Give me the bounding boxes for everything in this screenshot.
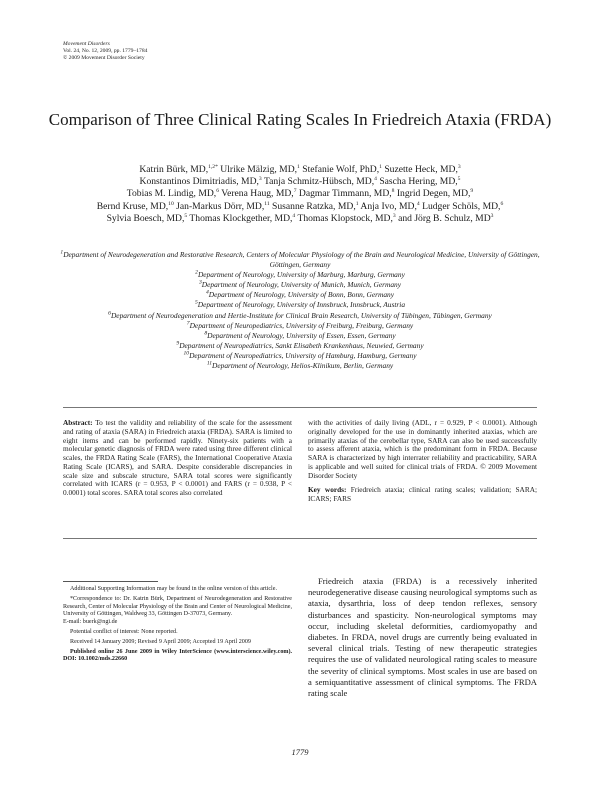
affiliation: $^2$Department of Neurology, University of Marburg, Marburg, Germany <box>195 269 405 280</box>
affiliation: $^{11}$Department of Neurology, Helios-Klinikum, Berlin, Germany <box>206 360 394 371</box>
author: Tobias M. Lindig, MD,$^6$ <box>126 188 219 200</box>
section-divider <box>63 407 537 408</box>
author: Susanne Ratzka, MD,$^1$ <box>272 200 359 212</box>
author: Verena Haug, MD,$^7$ <box>221 188 297 200</box>
footnote-conflict: Potential conflict of interest: None reported. <box>70 628 178 635</box>
affiliation: $^8$Department of Neurology, University of Essen, Essen, Germany <box>204 330 396 340</box>
author: Ulrike Mälzig, MD,$^1$ <box>220 163 300 175</box>
affiliation: $^9$Department of Neuropediatrics, Sankt Elisabeth Krankenhaus, Neuwied, Germany <box>176 340 424 350</box>
author: Ingrid Degen, MD,$^9$ <box>396 188 474 200</box>
author-line <box>60 201 540 213</box>
keywords <box>308 486 537 504</box>
volume-line: Vol. 24, No. 12, 2009, pp. 1779–1784 <box>63 48 148 54</box>
author: Thomas Klockgether, MD,$^4$ <box>189 212 296 224</box>
footnote-received: Received 14 January 2009; Revised 9 April 2009; Accepted 19 April 2009 <box>70 638 251 645</box>
author: Sylvia Boesch, MD,$^5$ <box>106 212 188 224</box>
author-list <box>60 164 540 225</box>
journal-header <box>63 41 147 62</box>
affiliation-list <box>50 250 550 371</box>
introduction-paragraph: Friedreich ataxia (FRDA) is a recessively inherited neurodegenerative disease causing neurological symptoms such as ataxia, dysarthria, loss of deep tendon reflexes, sensory disturbances and spasticity. Non-neurological symptoms may occur, including skeletal deformities, cardiomyopathy and diabetes. In FRDA, novel drugs are currently being evaluated in several clinical trials. Testing of new therapeutic strategies requires the use of validated neurological rating scales to measure the severity of clinical symptoms. Most scales in use are based on a semiquantitative assessment of clinical symptoms. The FRDA rating scale <box>308 576 537 699</box>
author: Stefanie Wolf, PhD,$^1$ <box>302 163 382 175</box>
author: Katrin Bürk, MD,$^{1,2*}$ <box>139 163 218 175</box>
keywords-text: Friedreich ataxia; clinical rating scales; validation; SARA; ICARS; FARS <box>308 485 537 503</box>
abstract-right <box>308 419 537 504</box>
author: Bernd Kruse, MD,$^{10}$ <box>96 200 174 212</box>
abstract-label: Abstract: <box>63 418 93 427</box>
footnote-supporting: Additional Supporting Information may be found in the online version of this article. <box>70 586 277 592</box>
footnote-email: E-mail: buerk@ngi.de <box>63 618 118 625</box>
author: Konstantinos Dimitriadis, MD,$^3$ <box>139 176 262 188</box>
author: Suzette Heck, MD,$^3$ <box>384 163 461 175</box>
affiliation: $^3$Department of Neurology, University of Munich, Munich, Germany <box>198 279 402 290</box>
section-divider <box>63 538 537 539</box>
author-line <box>60 176 540 188</box>
affiliation: $^5$Department of Neurology, University of Innsbruck, Innsbruck, Austria <box>194 300 406 310</box>
author: Jan-Markus Dörr, MD,$^{11}$ <box>176 200 270 212</box>
affiliation: $^6$Department of Neurodegeneration and Hertie-Institute for Clinical Brain Research, University of Tübingen, Tübingen, Germany <box>108 310 492 320</box>
abstract-text-right: with the activities of daily living (ADL, r = 0.929, P < 0.0001). Although originally developed for the use in dominantly inherited ataxias, which are primarily ataxias of the cerebellar type, SARA can also be used successfully to assess afferent ataxia, which is the predominant form in FRDA. Because SARA is characterized by high interrater reliability and practicability, SARA is applicable and well suited for clinical trials of FRDA. © 2009 Movement Disorder Society <box>308 418 537 480</box>
footnote-correspondence: *Correspondence to: Dr. Katrin Bürk, Department of Neurodegeneration and Restorative Research, Center of Molecular Physiology of the Brain and Center of Neurological Medicine, University of Göttingen, Waldweg 33, Göttingen D-37073, Germany. E-mail: buerk@ngi.de <box>63 596 292 625</box>
affiliation: $^{10}$Department of Neuropediatrics, University of Hamburg, Hamburg, Germany <box>183 350 417 360</box>
abstract-left <box>63 419 292 498</box>
footnotes <box>63 586 292 666</box>
author: Tanja Schmitz-Hübsch, MD,$^4$ <box>263 176 377 188</box>
journal-name: Movement Disorders <box>63 41 110 47</box>
page-number: 1779 <box>291 747 309 757</box>
footnote-divider <box>63 581 158 582</box>
copyright-line: © 2009 Movement Disorder Society <box>63 55 145 61</box>
author-line <box>60 188 540 200</box>
author-line <box>60 213 540 225</box>
author: Sascha Hering, MD,$^5$ <box>379 176 461 188</box>
author-line <box>60 164 540 176</box>
author: and Jörg B. Schulz, $MD^3$ <box>398 212 494 224</box>
keywords-label: Key words: <box>308 485 347 495</box>
author: Dagmar Timmann, MD,$^8$ <box>298 188 395 200</box>
footnote-published: Published online 26 June 2009 in Wiley InterScience (www.interscience.wiley.com). DOI: 10.1002/mds.22660 <box>63 648 292 663</box>
article-title: Comparison of Three Clinical Rating Scales In Friedreich Ataxia (FRDA) <box>48 110 552 129</box>
abstract-text-left: To test the validity and reliability of the scale for the assessment and rating of ataxia (SARA) in Friedreich ataxia (FRDA). SARA is limited to eight items and can be performed rapidly. Ninety-six patients with a molecular genetic diagnosis of FRDA were rated using three different clinical scales, the FRDA Rating Scale (FARS), the International Cooperative Ataxia Rating Scale (ICARS), and SARA. Despite considerable discrepancies in scale size and subscale structure, SARA total scores were significantly correlated with ICARS (r = 0.953, P < 0.0001) and FARS (r = 0.938, P < 0.0001) total scores. SARA total scores also correlated <box>63 418 292 497</box>
affiliation: $^7$Department of Neuropediatrics, University of Freiburg, Freiburg, Germany <box>186 320 414 330</box>
affiliation: $^1$Department of Neurodegeneration and Restorative Research, Centers of Molecular Physiology of the Brain and Neurological Medicine, University of Göttingen, Göttingen, Germany <box>60 249 540 270</box>
author: Ludger Schöls, MD,$^6$ <box>422 200 504 212</box>
author: Anja Ivo, MD,$^4$ <box>360 200 420 212</box>
affiliation: $^4$Department of Neurology, University of Bonn, Bonn, Germany <box>205 289 395 300</box>
author: Thomas Klopstock, MD,$^3$ <box>297 212 396 224</box>
